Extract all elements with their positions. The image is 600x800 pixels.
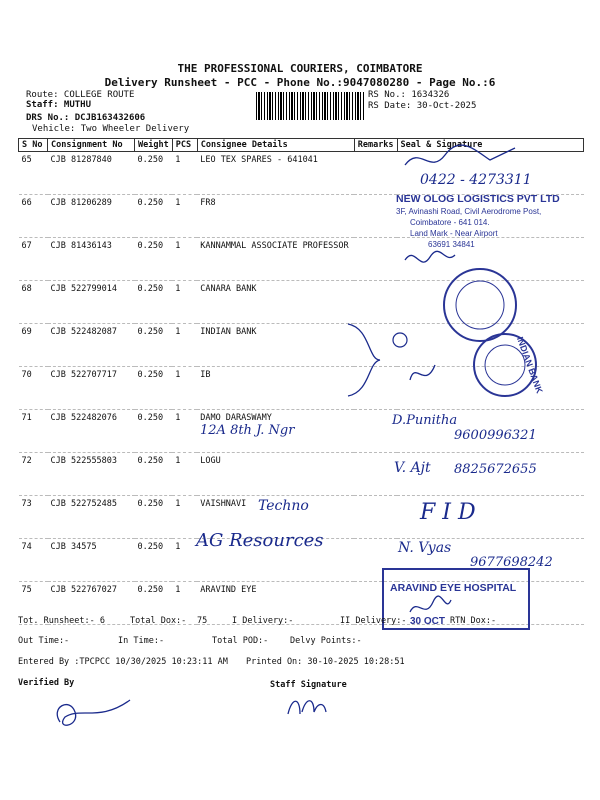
row-sno: 75 [19, 582, 48, 625]
col-sno: S No [19, 139, 48, 152]
row-sno: 68 [19, 281, 48, 324]
row-sno: 65 [19, 152, 48, 195]
row-sno: 70 [19, 367, 48, 410]
row-weight: 0.250 [135, 453, 173, 496]
row-consignment: CJB 81206289 [48, 195, 135, 238]
company-title: THE PROFESSIONAL COURIERS, COIMBATORE [177, 62, 423, 75]
row-weight: 0.250 [135, 152, 173, 195]
row-weight: 0.250 [135, 324, 173, 367]
logistics-stamp-name: NEW OLOG LOGISTICS PVT LTD [396, 193, 560, 205]
row-consignee: INDIAN BANK [197, 324, 354, 367]
logistics-stamp-address-3: Land Mark - Near Airport [410, 229, 498, 238]
row-sno: 66 [19, 195, 48, 238]
delvy-points: Delvy Points:- [290, 636, 362, 646]
row-remarks [354, 410, 397, 453]
row-sno: 74 [19, 539, 48, 582]
handwritten-phone-1: 0422 - 4273311 [420, 172, 532, 188]
row-consignee: IB [197, 367, 354, 410]
row-remarks [354, 152, 397, 195]
handwritten-ag: AG Resources [196, 530, 324, 551]
col-consignee: Consignee Details [197, 139, 354, 152]
handwritten-fid: F I D [420, 500, 476, 525]
total-dox-label: Total Dox:- [130, 616, 187, 626]
row-pcs: 1 [172, 410, 197, 453]
verified-signature [40, 692, 150, 737]
col-remarks: Remarks [354, 139, 397, 152]
row-consignee: DAMO DARASWAMY [197, 410, 354, 453]
row-remarks [354, 195, 397, 238]
total-dox-value: 75 [197, 616, 208, 626]
logistics-stamp-address-2: Coimbatore - 641 014. [410, 218, 490, 227]
row-consignee: LEO TEX SPARES - 641041 [197, 152, 354, 195]
rs-number: RS No.: 1634326 [368, 90, 450, 100]
row-weight: 0.250 [135, 195, 173, 238]
row-sno: 67 [19, 238, 48, 281]
row-pcs: 1 [172, 453, 197, 496]
out-time: Out Time:- [18, 636, 70, 646]
col-weight: Weight [135, 139, 173, 152]
row-consignee: ARAVIND EYE [197, 582, 354, 625]
row-remarks [354, 238, 397, 281]
handwritten-receiver-72: V. Ajt [394, 460, 431, 476]
row-sno: 71 [19, 410, 48, 453]
staff: Staff: MUTHU [26, 100, 92, 110]
row-weight: 0.250 [135, 281, 173, 324]
row-weight: 0.250 [135, 367, 173, 410]
tot-runsheet: Tot. Runsheet:- 6 [18, 616, 105, 626]
row-remarks [354, 453, 397, 496]
row-pcs: 1 [172, 324, 197, 367]
row-consignee: FR8 [197, 195, 354, 238]
col-seal: Seal & Signature [397, 139, 583, 152]
row-consignee: KANNAMMAL ASSOCIATE PROFESSOR [197, 238, 354, 281]
logistics-stamp-phone: 63691 34841 [428, 240, 475, 249]
row-pcs: 1 [172, 281, 197, 324]
handwritten-phone-74: 9677698242 [470, 555, 553, 570]
verified-by: Verified By [18, 678, 75, 688]
vehicle: Vehicle: Two Wheeler Delivery [32, 124, 190, 134]
row-pcs: 1 [172, 539, 197, 582]
handwritten-techno: Techno [258, 498, 309, 514]
aravind-stamp-text: ARAVIND EYE HOSPITAL [390, 582, 517, 594]
row-pcs: 1 [172, 238, 197, 281]
staff-signature [280, 692, 340, 722]
ii-delivery: II Delivery:- [340, 616, 407, 626]
row-consignment: CJB 81436143 [48, 238, 135, 281]
handwritten-receiver-71: D.Punitha [392, 413, 458, 428]
signature-scribble-65 [395, 140, 535, 180]
row-consignment: CJB 81287840 [48, 152, 135, 195]
row-consignment: CJB 522752485 [48, 496, 135, 539]
row-pcs: 1 [172, 367, 197, 410]
staff-signature-label: Staff Signature [270, 680, 347, 690]
row-consignment: CJB 522767027 [48, 582, 135, 625]
row-weight: 0.250 [135, 238, 173, 281]
row-weight: 0.250 [135, 539, 173, 582]
row-consignment: CJB 522555803 [48, 453, 135, 496]
i-delivery: I Delivery:- [232, 616, 294, 626]
row-sno: 73 [19, 496, 48, 539]
signature-bracket-69-70 [340, 320, 440, 400]
indian-bank-seal-text: INDIAN BANK [514, 335, 545, 395]
row-consignment: CJB 34575 [48, 539, 135, 582]
row-consignment: CJB 522482087 [48, 324, 135, 367]
row-pcs: 1 [172, 152, 197, 195]
row-consignee: LOGU [197, 453, 354, 496]
row-pcs: 1 [172, 582, 197, 625]
rtn-dox: RTN Dox:- [450, 616, 497, 626]
row-weight: 0.250 [135, 410, 173, 453]
rs-date: RS Date: 30-Oct-2025 [368, 101, 477, 111]
row-sno: 72 [19, 453, 48, 496]
barcode [256, 92, 364, 120]
drs-number: DRS No.: DCJB163432606 [26, 113, 146, 123]
row-consignment: CJB 522707717 [48, 367, 135, 410]
handwritten-receiver-74: N. Vyas [398, 540, 452, 556]
handwritten-address-71: 12A 8th J. Ngr [200, 423, 295, 438]
row-pcs: 1 [172, 195, 197, 238]
row-consignment: CJB 522482076 [48, 410, 135, 453]
logistics-stamp-address-1: 3F, Avinashi Road, Civil Aerodrome Post, [396, 207, 542, 216]
printed-on: Printed On: 30-10-2025 10:28:51 [246, 657, 405, 667]
row-weight: 0.250 [135, 582, 173, 625]
runsheet-title: Delivery Runsheet - PCC - Phone No.:9047080280 - Page No.:6 [104, 76, 496, 89]
entered-by: Entered By :TPCPCC 10/30/2025 10:23:11 AM [18, 657, 228, 667]
row-remarks [354, 281, 397, 324]
row-remarks [354, 496, 397, 539]
col-consignment: Consignment No [48, 139, 135, 152]
total-pod: Total POD:- [212, 636, 269, 646]
row-pcs: 1 [172, 496, 197, 539]
route: Route: COLLEGE ROUTE [26, 90, 135, 100]
handwritten-phone-71: 9600996321 [454, 428, 537, 443]
row-weight: 0.250 [135, 496, 173, 539]
row-sno: 69 [19, 324, 48, 367]
col-pcs: PCS [172, 139, 197, 152]
handwritten-phone-72: 8825672655 [454, 462, 537, 477]
row-consignee: VAISHNAVI [197, 496, 354, 539]
in-time: In Time:- [118, 636, 165, 646]
stamp-date: 30 OCT [410, 616, 446, 627]
row-consignee: CANARA BANK [197, 281, 354, 324]
row-consignment: CJB 522799014 [48, 281, 135, 324]
